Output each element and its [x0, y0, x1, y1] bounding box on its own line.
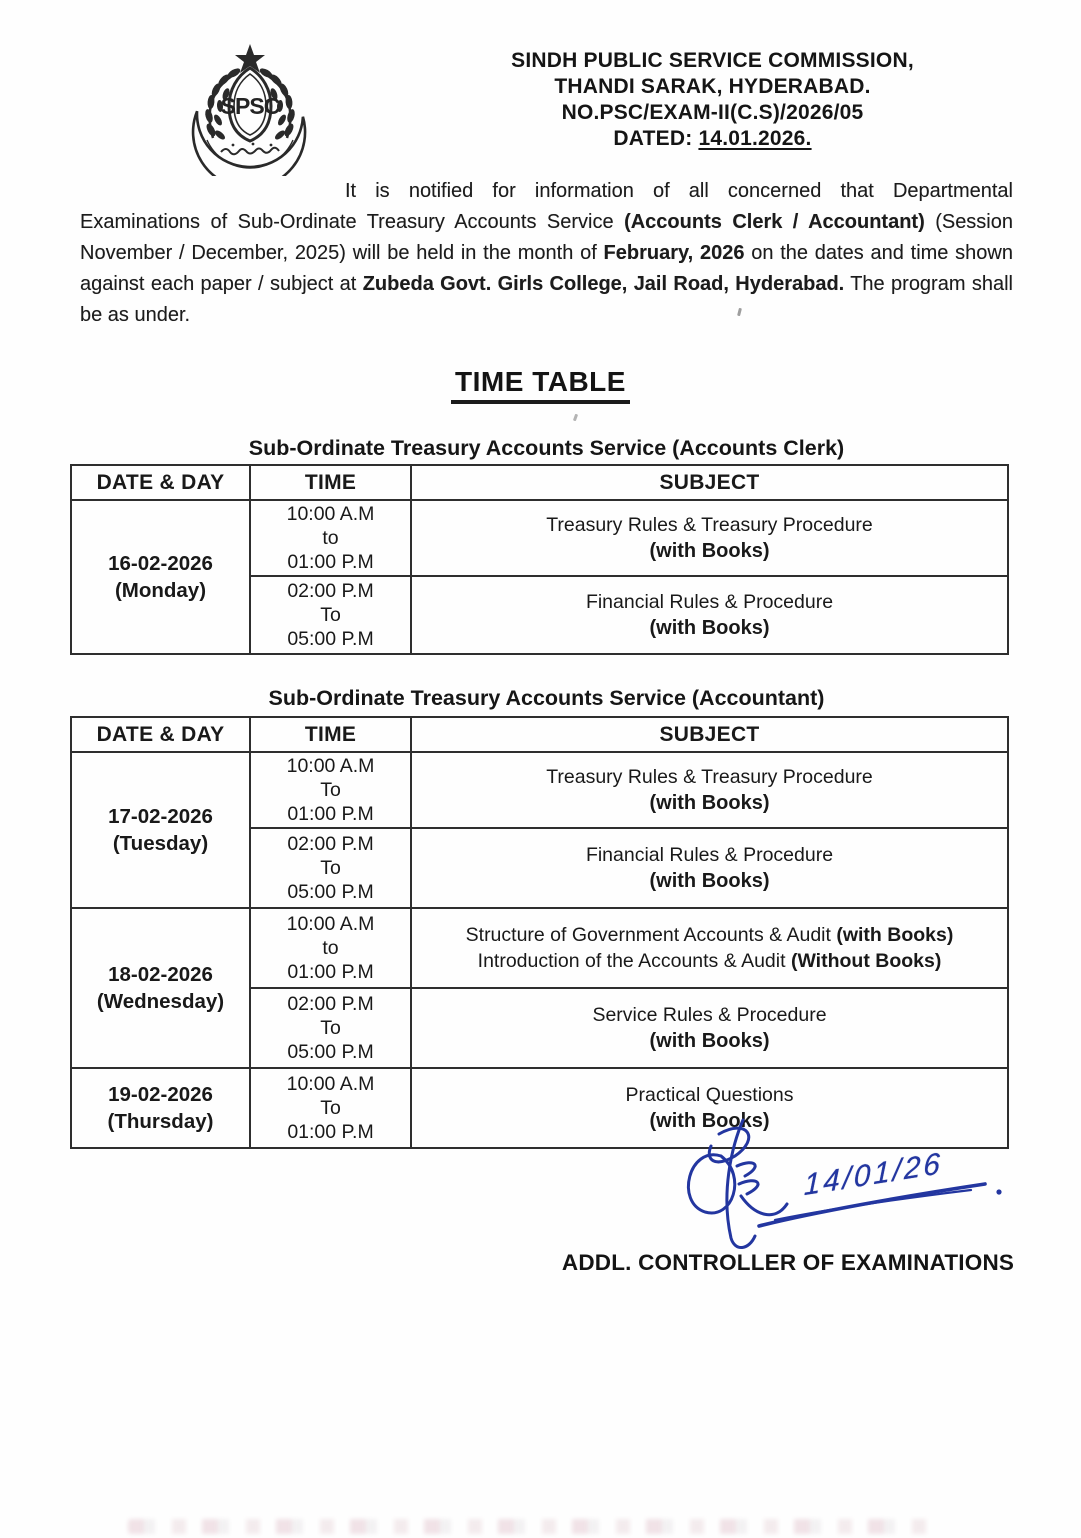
- subject-note-inline: (with Books): [836, 924, 954, 946]
- subject-name: Financial Rules & Procedure: [585, 843, 834, 866]
- day-value: (Thursday): [107, 1110, 214, 1133]
- time-line: To: [320, 1017, 341, 1039]
- scan-speck: [573, 414, 578, 422]
- subject-line-rich: [416, 948, 1003, 974]
- subject-note: (with Books): [649, 791, 770, 814]
- table-header-row: [71, 465, 1008, 500]
- subject-name: Financial Rules & Procedure: [585, 590, 834, 613]
- col-header-date-day: DATE & DAY: [71, 717, 250, 752]
- table2-title: Sub-Ordinate Treasury Accounts Service (Accountant): [268, 686, 825, 710]
- cut-off-text-smudge: [128, 1519, 938, 1534]
- time-line: 10:00 A.M: [286, 913, 375, 935]
- date-value: 18-02-2026: [108, 963, 213, 986]
- time-line: 01:00 P.M: [287, 1121, 374, 1143]
- notification-paragraph: [80, 176, 1013, 331]
- officer-title: ADDL. CONTROLLER OF EXAMINATIONS: [561, 1250, 1015, 1275]
- day-value: (Wednesday): [96, 990, 225, 1013]
- subject-cell: [411, 908, 1008, 988]
- time-line: 05:00 P.M: [287, 1041, 374, 1063]
- table-row: [71, 752, 1008, 828]
- subject-note: (with Books): [649, 869, 770, 892]
- time-line: 01:00 P.M: [287, 551, 374, 573]
- time-line: To: [320, 1097, 341, 1119]
- time-line: to: [322, 527, 339, 549]
- time-line: to: [322, 937, 339, 959]
- time-cell: [250, 500, 411, 576]
- timetable-heading: TIME TABLE: [451, 366, 630, 404]
- table-row: [71, 908, 1008, 988]
- dated-value: 14.01.2026.: [698, 127, 812, 150]
- subject-line-rich: [416, 922, 1003, 948]
- subject-name: Service Rules & Procedure: [592, 1003, 827, 1026]
- org-name: SINDH PUBLIC SERVICE COMMISSION,: [511, 49, 914, 72]
- ref-number: NO.PSC/EXAM-II(C.S)/2026/05: [561, 101, 864, 124]
- org-address: THANDI SARAK, HYDERABAD.: [554, 75, 871, 98]
- time-line: To: [320, 779, 341, 801]
- subject-cell: [411, 828, 1008, 908]
- col-header-date-day: DATE & DAY: [71, 465, 250, 500]
- spsc-crest-logo-icon: [183, 40, 317, 176]
- subject-name: Treasury Rules & Treasury Procedure: [546, 513, 873, 536]
- dated-label: DATED:: [613, 127, 693, 150]
- table-header-row: [71, 717, 1008, 752]
- time-line: 02:00 P.M: [287, 833, 374, 855]
- time-cell: [250, 576, 411, 654]
- date-day-cell: [71, 908, 250, 1068]
- col-header-subject: SUBJECT: [411, 465, 1008, 500]
- subject-note-inline: (Without Books): [790, 950, 942, 972]
- signature-block: [655, 1100, 1015, 1260]
- letterhead: [400, 48, 1025, 152]
- time-line: To: [320, 604, 341, 626]
- time-line: 10:00 A.M: [286, 503, 375, 525]
- subject-note: (with Books): [649, 616, 770, 639]
- day-value: (Tuesday): [112, 832, 209, 855]
- intro-seg: The program shall be as under.: [80, 273, 1013, 326]
- time-cell: [250, 828, 411, 908]
- subject-cell: [411, 576, 1008, 654]
- intro-seg: (Session November / December, 2025) will be held in the month of: [80, 211, 1014, 264]
- date-day-cell: [71, 752, 250, 908]
- date-value: 16-02-2026: [108, 552, 213, 575]
- intro-seg-bold: February, 2026: [603, 242, 745, 264]
- time-cell: [250, 1068, 411, 1148]
- subject-text: Structure of Government Accounts & Audit: [465, 924, 837, 946]
- col-header-time: TIME: [250, 465, 411, 500]
- timetable-heading-row: [0, 366, 1081, 404]
- intro-seg-bold: Zubeda Govt. Girls College, Jail Road, Hyderabad.: [362, 273, 845, 295]
- subject-cell: [411, 752, 1008, 828]
- col-header-subject: SUBJECT: [411, 717, 1008, 752]
- logo-monogram: SPSC: [220, 93, 280, 119]
- time-cell: [250, 908, 411, 988]
- time-line: 01:00 P.M: [287, 961, 374, 983]
- subject-name: Practical Questions: [625, 1083, 794, 1106]
- time-line: 01:00 P.M: [287, 803, 374, 825]
- subject-note: (with Books): [649, 1029, 770, 1052]
- time-line: 10:00 A.M: [286, 1073, 375, 1095]
- table-row: [71, 500, 1008, 576]
- timetable-accountant: [70, 716, 1009, 1149]
- date-day-cell: [71, 500, 250, 654]
- timetable-accounts-clerk: [70, 464, 1009, 655]
- date-value: 17-02-2026: [108, 805, 213, 828]
- time-line: 02:00 P.M: [287, 580, 374, 602]
- time-cell: [250, 988, 411, 1068]
- subject-note: (with Books): [649, 539, 770, 562]
- table1-title: Sub-Ordinate Treasury Accounts Service (Accounts Clerk): [248, 436, 845, 460]
- time-line: 10:00 A.M: [286, 755, 375, 777]
- subject-name: Treasury Rules & Treasury Procedure: [546, 765, 873, 788]
- time-line: 05:00 P.M: [287, 628, 374, 650]
- intro-seg: It is notified for information of all concerned that Departmental Examinations of Sub-Ordinate Treasury Accounts Service: [80, 180, 1013, 233]
- handwritten-date: 14/01/26: [803, 1146, 944, 1203]
- col-header-time: TIME: [250, 717, 411, 752]
- day-value: (Monday): [114, 579, 207, 602]
- time-line: 05:00 P.M: [287, 881, 374, 903]
- date-value: 19-02-2026: [108, 1083, 213, 1106]
- intro-seg-bold: (Accounts Clerk / Accountant): [624, 211, 925, 233]
- subject-cell: [411, 500, 1008, 576]
- date-day-cell: [71, 1068, 250, 1148]
- time-line: 02:00 P.M: [287, 993, 374, 1015]
- subject-note: (with Books): [649, 1109, 770, 1132]
- intro-seg: on the dates and time shown against each paper / subject at: [80, 242, 1013, 295]
- time-cell: [250, 752, 411, 828]
- time-line: To: [320, 857, 341, 879]
- subject-cell: [411, 988, 1008, 1068]
- date-line: [400, 126, 1025, 152]
- subject-text: Introduction of the Accounts & Audit: [477, 950, 791, 972]
